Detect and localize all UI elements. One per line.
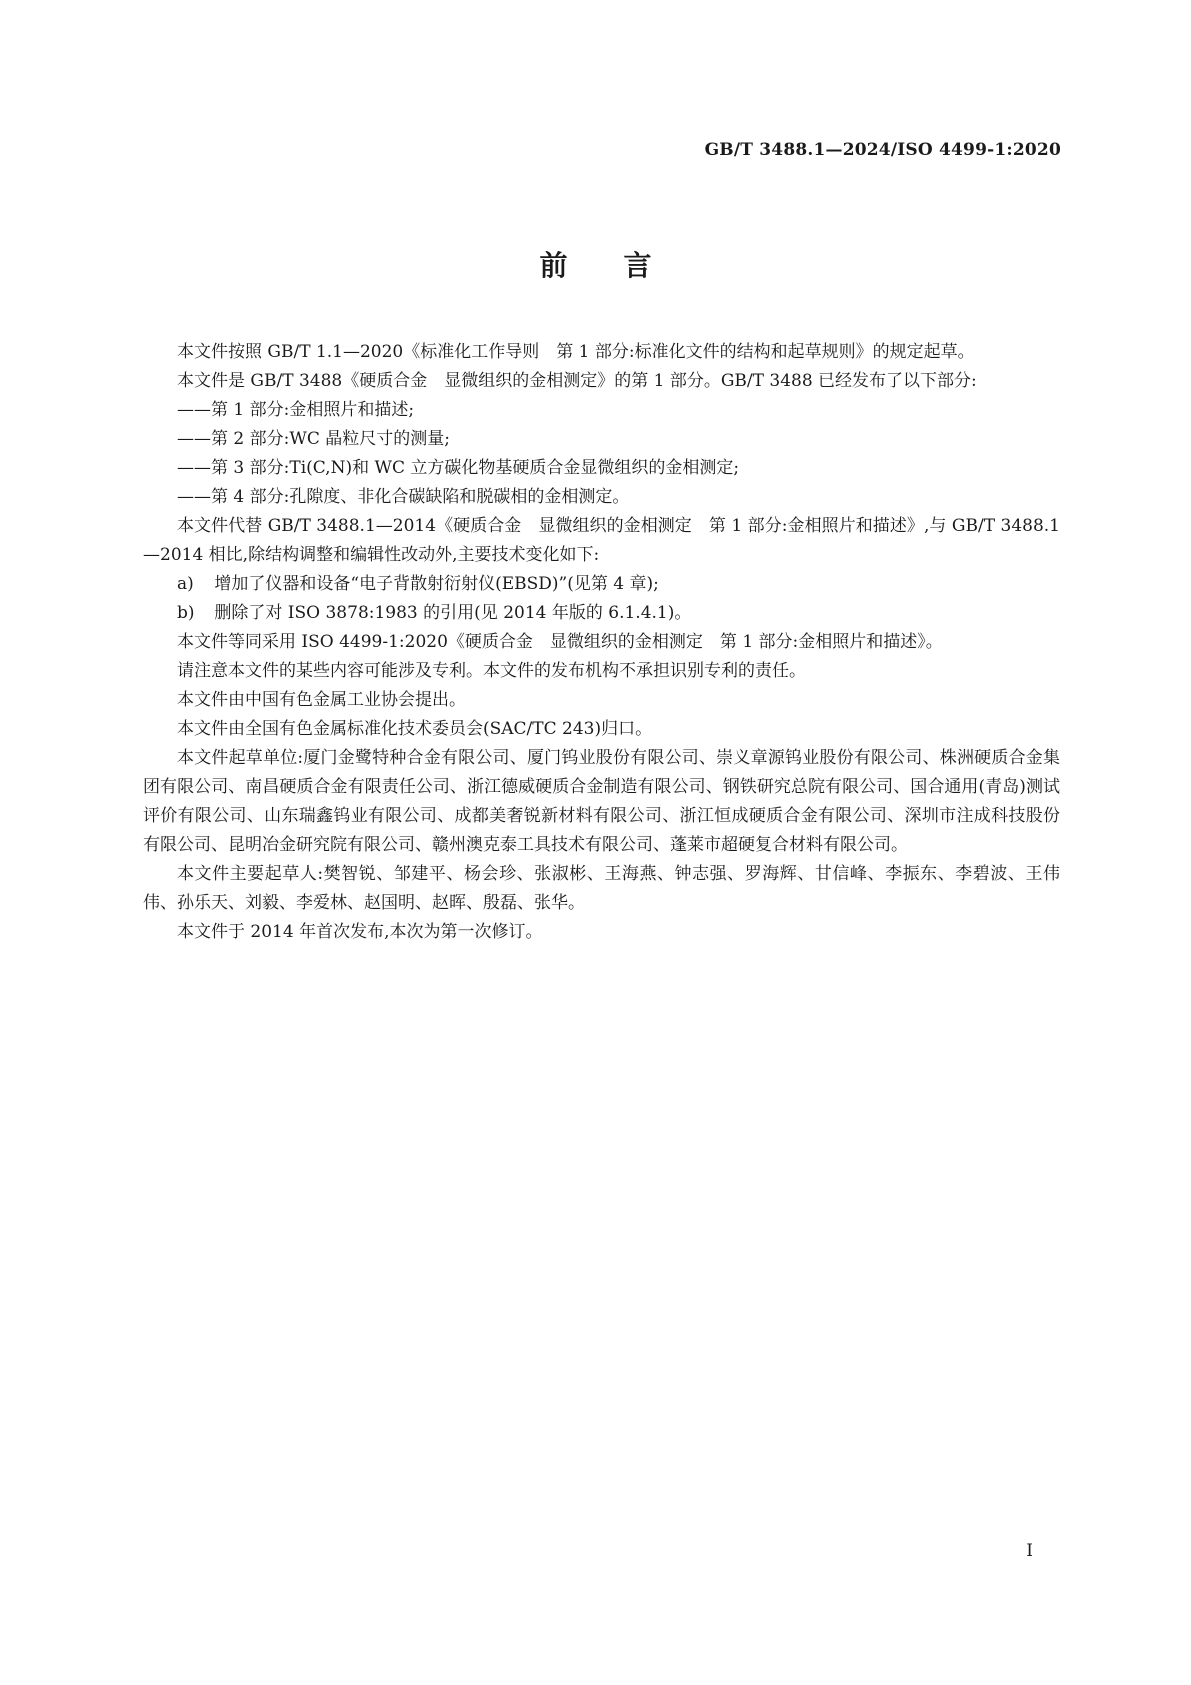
- list-item-text: 增加了仪器和设备“电子背散射衍射仪(EBSD)”(见第 4 章);: [214, 574, 659, 594]
- paragraph-adoption: 本文件等同采用 ISO 4499-1:2020《硬质合金 显微组织的金相测定 第 1 部分:金相照片和描述》。: [177, 632, 943, 652]
- paragraph-history: 本文件于 2014 年首次发布,本次为第一次修订。: [177, 922, 543, 942]
- paragraph-drafters: 本文件主要起草人:樊智锐、邹建平、杨会珍、张淑彬、王海燕、钟志强、罗海辉、甘信峰、李振东、李碧波、王伟伟、孙乐天、刘毅、李爱林、赵国明、赵晖、殷磊、张华。: [143, 864, 1060, 913]
- foreword-body: [143, 338, 1060, 947]
- paragraph-committee: 本文件由全国有色金属标准化技术委员会(SAC/TC 243)归口。: [177, 719, 653, 739]
- paragraph-drafting-rules: 本文件按照 GB/T 1.1—2020《标准化工作导则 第 1 部分:标准化文件的结构和起草规则》的规定起草。: [177, 342, 975, 362]
- list-marker: a): [177, 574, 194, 594]
- list-item-part-3: ——第 3 部分:Ti(C,N)和 WC 立方碳化物基硬质合金显微组织的金相测定;: [177, 458, 740, 478]
- list-item-part-1: ——第 1 部分:金相照片和描述;: [177, 400, 415, 420]
- paragraph-drafting-units: 本文件起草单位:厦门金鹭特种合金有限公司、厦门钨业股份有限公司、崇义章源钨业股份有限公司、株洲硬质合金集团有限公司、南昌硬质合金有限责任公司、浙江德威硬质合金制造有限公司、钢铁研究总院有限公司、国合通用(青岛)测试评价有限公司、山东瑞鑫钨业有限公司、成都美奢锐新材料有限公司、浙江恒成硬质合金有限公司、深圳市注成科技股份有限公司、昆明冶金研究院有限公司、赣州澳克泰工具技术有限公司、蓬莱市超硬复合材料有限公司。: [143, 748, 1060, 855]
- paragraph-series-info: 本文件是 GB/T 3488《硬质合金 显微组织的金相测定》的第 1 部分。GB/T 3488 已经发布了以下部分:: [177, 371, 977, 391]
- list-marker: b): [177, 603, 195, 623]
- list-item-change-a: [143, 570, 1060, 599]
- page-title: 前言: [539, 249, 708, 282]
- list-item-change-b: [143, 599, 1060, 628]
- paragraph-patent-notice: 请注意本文件的某些内容可能涉及专利。本文件的发布机构不承担识别专利的责任。: [177, 661, 806, 681]
- list-item-part-4: ——第 4 部分:孔隙度、非化合碳缺陷和脱碳相的金相测定。: [177, 487, 630, 507]
- list-item-part-2: ——第 2 部分:WC 晶粒尺寸的测量;: [177, 429, 450, 449]
- list-item-text: 删除了对 ISO 3878:1983 的引用(见 2014 年版的 6.1.4.1)。: [214, 603, 692, 623]
- page-number: I: [1026, 1541, 1033, 1561]
- paragraph-replacement: 本文件代替 GB/T 3488.1—2014《硬质合金 显微组织的金相测定 第 1 部分:金相照片和描述》,与 GB/T 3488.1—2014 相比,除结构调整和编辑性改动外,主要技术变化如下:: [143, 516, 1060, 565]
- paragraph-proposer: 本文件由中国有色金属工业协会提出。: [177, 690, 466, 710]
- document-code-header: GB/T 3488.1—2024/ISO 4499-1:2020: [704, 140, 1061, 160]
